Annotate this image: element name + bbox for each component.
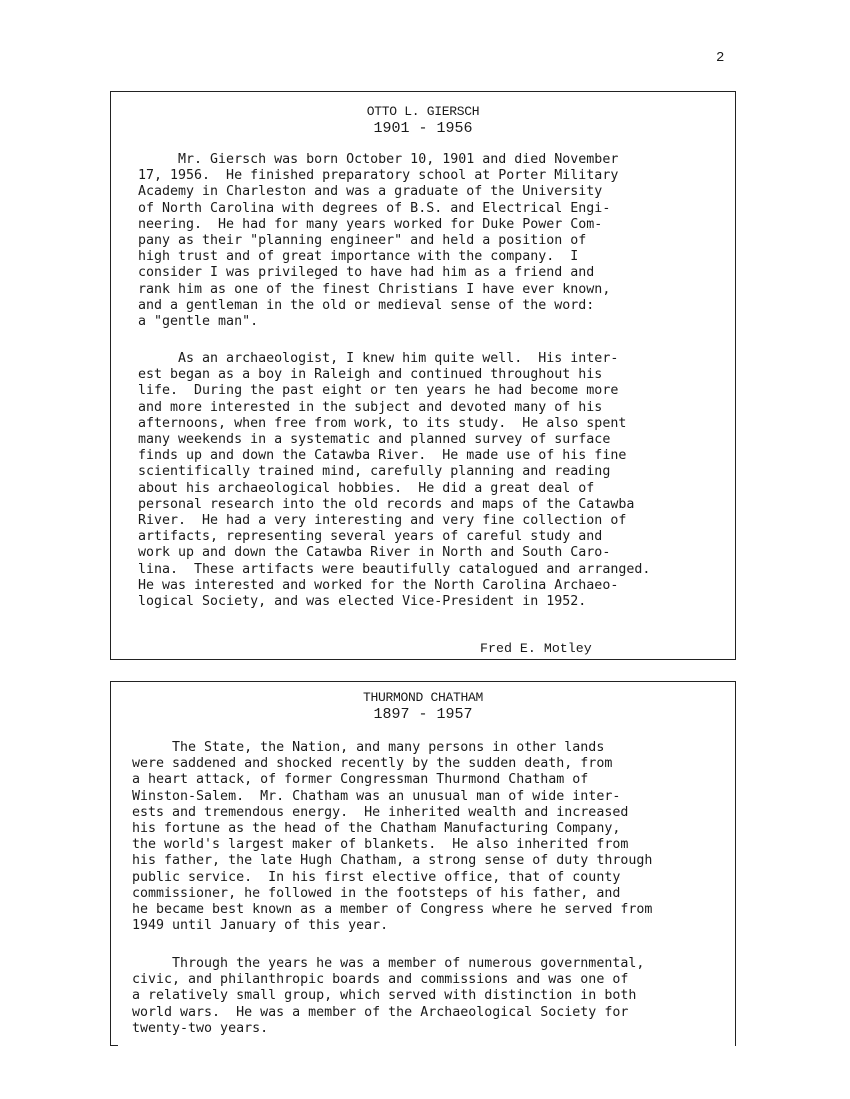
- obituary-title: OTTO L. GIERSCH: [366, 104, 480, 119]
- obituary-dates: 1901 - 1956: [373, 120, 473, 137]
- obituary-paragraph: The State, the Nation, and many persons in other lands were saddened and shocked recently by the sudden death, from a heart attack, of former Congressman Thurmond Chatham of Winston-Salem. Mr. Chatham was an unusual man of wide inter- ests and tremendous energy. He inherited wealth and increased his fortune as the head of the Chatham Manufacturing Company, the world's largest maker of blankets. He also inherited from his father, the late Hugh Chatham, a strong sense of duty through public service. In his first elective office, that of county commissioner, he followed in the footsteps of his father, and he became best known as a member of Congress where he served from 1949 until January of this year.: [132, 740, 653, 934]
- obituary-otto-giersch: [110, 91, 736, 660]
- obituary-signature: Fred E. Motley: [480, 641, 592, 656]
- obituary-dates: 1897 - 1957: [373, 706, 473, 723]
- obituary-title: THURMOND CHATHAM: [362, 690, 484, 705]
- obituary-thurmond-chatham: [110, 681, 736, 1046]
- page-number: 2: [716, 50, 725, 66]
- obituary-paragraph: Through the years he was a member of numerous governmental, civic, and philanthropic boards and commissions and was one of a relatively small group, which served with distinction in both world wars. He was a member of the Archaeological Society for twenty-two years.: [132, 956, 645, 1036]
- obituary-paragraph: As an archaeologist, I knew him quite well. His inter- est began as a boy in Raleigh and continued throughout his life. During the past eight or ten years he had become more and more interested in the subject and devoted many of his afternoons, when free from work, to its study. He also spent many weekends in a systematic and planned survey of surface finds up and down the Catawba River. He made use of his fine scientifically trained mind, carefully planning and reading about his archaeological hobbies. He did a great deal of personal research into the old records and maps of the Catawba River. He had a very interesting and very fine collection of artifacts, representing several years of careful study and work up and down the Catawba River in North and South Caro- lina. These artifacts were beautifully catalogued and arranged. He was interested and worked for the North Carolina Archaeo- logical Society, and was elected Vice-President in 1952.: [138, 351, 651, 610]
- obituary-paragraph: Mr. Giersch was born October 10, 1901 and died November 17, 1956. He finished preparatory school at Porter Military Academy in Charleston and was a graduate of the University of North Carolina with degrees of B.S. and Electrical Engi- neering. He had for many years worked for Duke Power Com- pany as their "planning engineer" and held a position of high trust and of great importance with the company. I consider I was privileged to have had him as a friend and rank him as one of the finest Christians I have ever known, and a gentleman in the old or medieval sense of the word: a "gentle man".: [138, 152, 619, 330]
